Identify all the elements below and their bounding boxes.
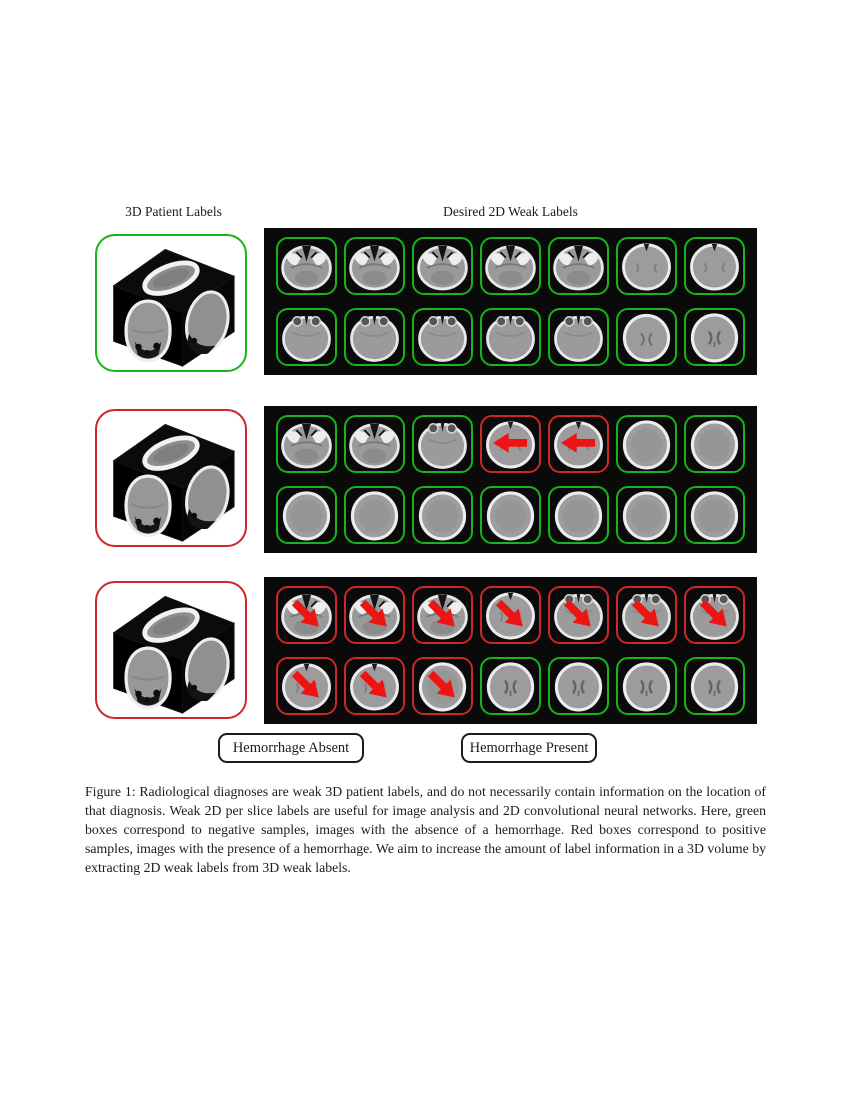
slice-cell (548, 486, 609, 544)
slice-cell (684, 237, 745, 295)
ct-slice-image (618, 239, 675, 293)
slice-cell (412, 486, 473, 544)
hemorrhage-arrow-icon (278, 588, 335, 642)
ct-slice-image (482, 659, 539, 713)
slice-grid-row (276, 657, 745, 715)
slice-cell (684, 308, 745, 366)
coronal-slice (126, 648, 170, 707)
hemorrhage-arrow-icon (550, 417, 607, 471)
column-title-3d-labels: 3D Patient Labels (125, 204, 222, 219)
slice-grid-row (276, 308, 745, 366)
ct-slice-image (618, 488, 675, 542)
slice-panel-3 (264, 577, 757, 724)
slice-cell (276, 415, 337, 473)
ct-slice-image (686, 417, 743, 471)
slice-cell (684, 586, 745, 644)
ct-slice-image (278, 239, 335, 293)
slice-cell (480, 486, 541, 544)
ct-slice-image (414, 239, 471, 293)
slice-cell (412, 415, 473, 473)
ct-slice-image (346, 310, 403, 364)
slice-cell (548, 415, 609, 473)
slice-cell (548, 657, 609, 715)
ct-slice-image (414, 310, 471, 364)
slice-cell (616, 415, 677, 473)
slice-cell (616, 657, 677, 715)
slice-cell (480, 415, 541, 473)
slice-cell (616, 486, 677, 544)
ct-slice-image (482, 239, 539, 293)
slice-cell (548, 308, 609, 366)
slice-cell (276, 486, 337, 544)
slice-cell (276, 308, 337, 366)
legend-hemorrhage-present (461, 733, 597, 763)
slice-cell (616, 308, 677, 366)
slice-cell (480, 657, 541, 715)
slice-cell (276, 586, 337, 644)
ct-slice-image (414, 417, 471, 471)
slice-cell (344, 586, 405, 644)
slice-cell (480, 308, 541, 366)
ct-slice-image (278, 417, 335, 471)
slice-cell (344, 308, 405, 366)
ct-slice-image (686, 239, 743, 293)
legend-absent-label: Hemorrhage Absent (232, 739, 350, 756)
slice-grid-row (276, 237, 745, 295)
ct-slice-image (550, 659, 607, 713)
ct-slice-image (482, 310, 539, 364)
ct-slice-image (346, 417, 403, 471)
slice-cell (480, 237, 541, 295)
hemorrhage-arrow-icon (482, 417, 539, 471)
ct-slice-image (278, 488, 335, 542)
slice-cell (412, 586, 473, 644)
slice-cell (412, 237, 473, 295)
slice-cell (480, 586, 541, 644)
hemorrhage-arrow-icon (414, 659, 471, 713)
slice-cell (344, 486, 405, 544)
hemorrhage-arrow-icon (346, 588, 403, 642)
hemorrhage-arrow-icon (482, 588, 539, 642)
slice-cell (548, 237, 609, 295)
ct-volume-rendering (99, 413, 243, 543)
coronal-slice (126, 301, 170, 360)
ct-slice-image (618, 417, 675, 471)
ct-slice-image (346, 488, 403, 542)
slice-cell (548, 586, 609, 644)
ct-slice-image (686, 659, 743, 713)
slice-cell (684, 657, 745, 715)
slice-cell (344, 657, 405, 715)
patient-volume-cube-3 (95, 581, 247, 719)
figure-caption: Figure 1: Radiological diagnoses are weak 3D patient labels, and do not necessarily contain information on the location of that diagnosis. Weak 2D per slice labels are useful for image analysis and 2D convolutional neural networks. Here, green boxes correspond to negative samples, images with the absence of a hemorrhage. Red boxes correspond to positive samples, images with the presence of a hemorrhage. We aim to increase the amount of label information in a 3D volume by extracting 2D weak labels from 3D weak labels. (85, 784, 766, 875)
hemorrhage-arrow-icon (346, 659, 403, 713)
ct-slice-image (414, 488, 471, 542)
ct-volume-rendering (99, 585, 243, 715)
hemorrhage-arrow-icon (550, 588, 607, 642)
slice-cell (344, 415, 405, 473)
ct-slice-image (618, 310, 675, 364)
ct-slice-image (550, 310, 607, 364)
slice-cell (412, 657, 473, 715)
slice-cell (684, 415, 745, 473)
legend-hemorrhage-absent (218, 733, 364, 763)
ct-volume-rendering (99, 238, 243, 368)
hemorrhage-arrow-icon (686, 588, 743, 642)
slice-cell (344, 237, 405, 295)
slice-cell (616, 237, 677, 295)
hemorrhage-arrow-icon (414, 588, 471, 642)
patient-volume-cube-2 (95, 409, 247, 547)
ct-slice-image (686, 488, 743, 542)
slice-cell (276, 657, 337, 715)
ct-slice-image (618, 659, 675, 713)
ct-slice-image (686, 310, 743, 364)
slice-cell (616, 586, 677, 644)
ct-slice-image (550, 488, 607, 542)
slice-cell (412, 308, 473, 366)
legend-present-label: Hemorrhage Present (469, 739, 589, 756)
slice-cell (276, 237, 337, 295)
hemorrhage-arrow-icon (618, 588, 675, 642)
slice-panel-1 (264, 228, 757, 375)
slice-cell (684, 486, 745, 544)
ct-slice-image (550, 239, 607, 293)
ct-slice-image (278, 310, 335, 364)
slice-grid-row (276, 586, 745, 644)
ct-slice-image (346, 239, 403, 293)
slice-panel-2 (264, 406, 757, 553)
coronal-slice (126, 476, 170, 535)
ct-slice-image (482, 488, 539, 542)
slice-grid-row (276, 415, 745, 473)
hemorrhage-arrow-icon (278, 659, 335, 713)
column-title-2d-labels: Desired 2D Weak Labels (443, 204, 578, 219)
slice-grid-row (276, 486, 745, 544)
patient-volume-cube-1 (95, 234, 247, 372)
